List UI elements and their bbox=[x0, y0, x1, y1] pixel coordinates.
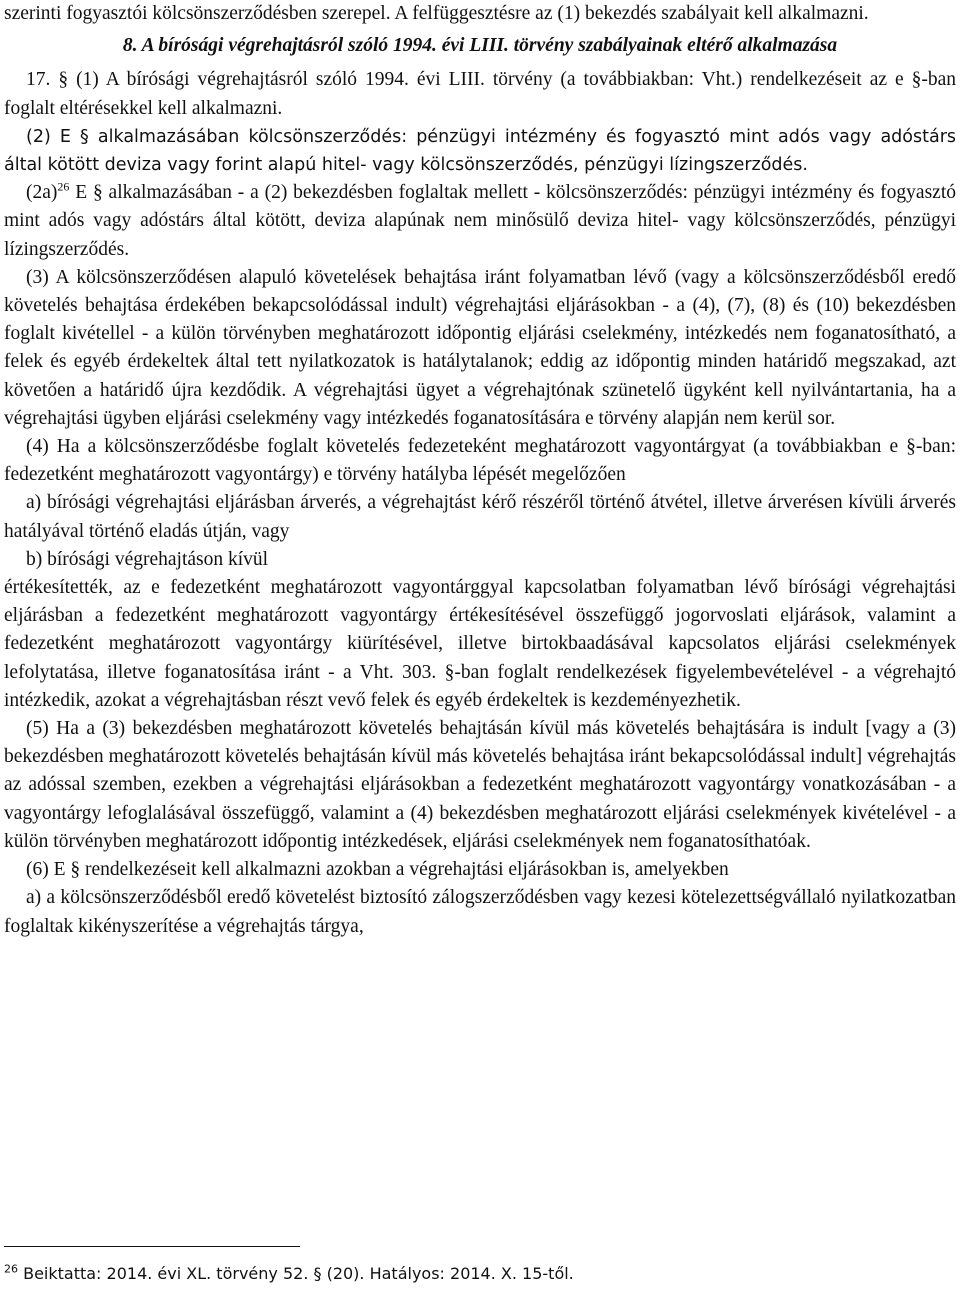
document-page bbox=[4, 0, 956, 941]
paragraph-text: E § alkalmazásában - a (2) bekezdésben foglaltak mellett - kölcsönszerződés: pénzügyi intézmény és fogyasztó mint adós vagy adóstárs által kötött, deviza alapúnak nem minősülő deviza hitel- vagy kölcsönszerződés, pénzügyi lízingszerződés. bbox=[4, 182, 956, 260]
paragraph-17-4: (4) Ha a kölcsönszerződésbe foglalt követelés fedezeteként meghatározott vagyontárgyat (a továbbiakban e §-ban: fedezetként meghatározott vagyontárgy) e törvény hatályba lépését megelőzően bbox=[4, 436, 956, 486]
paragraph-17-6: (6) E § rendelkezéseit kell alkalmazni azokban a végrehajtási eljárásokban is, amelyekben bbox=[26, 859, 729, 881]
paragraph-17-1: 17. § (1) A bírósági végrehajtásról szóló 1994. évi LIII. törvény (a továbbiakban: Vht.) rendelkezéseit az e §-ban foglalt eltérésekkel kell alkalmazni. bbox=[4, 69, 956, 119]
paragraph-17-4b: b) bírósági végrehajtáson kívül bbox=[26, 548, 269, 570]
paragraph-17-5: (5) Ha a (3) bekezdésben meghatározott követelés behajtásán kívül más követelés behajtására is indult [vagy a (3) bekezdésben meghatározott követelés behajtásán kívül más követelés behajtása iránt bekapcsolódással indult] végrehajtás az adóssal szemben, ezekben a végrehajtási eljárásokban a fedezetként meghatározott vagyontárgy vonatkozásában - a vagyontárgy lefoglalásával összefüggő, valamint a (4) bekezdésben meghatározott eljárási cselekmények kivételével - a külön törvényben meghatározott időpontig intézkedések, eljárási cselekmények nem foganatosíthatóak. bbox=[4, 718, 956, 852]
paragraph-17-3: (3) A kölcsönszerződésen alapuló követelések behajtása iránt folyamatban lévő (vagy a kölcsönszerződésből eredő követelés behajtása érdekében bekapcsolódással indult) végrehajtási eljárásokban - a (4), (7), (8) és (10) bekezdésben foglalt kivétellel - a külön törvényben meghatározott időpontig eljárási cselekmény, intézkedés nem foganatosítható, a felek és egyéb érdekeltek által tett nyilatkozatok is hatálytalanok; eddig az időpontig minden határidő megszakad, azt követően a határidő újra kezdődik. A végrehajtási ügyet a végrehajtónak szünetelő ügyként kell nyilvántartania, ha a végrehajtási ügyben eljárási cselekmény vagy intézkedés foganatosítására e törvény alapján nem kerül sor. bbox=[4, 266, 956, 429]
intro-paragraph: szerinti fogyasztói kölcsönszerződésben szerepel. A felfüggesztésre az (1) bekezdés szabályait kell alkalmazni. bbox=[4, 3, 869, 24]
footnote-number: 26 bbox=[4, 1262, 18, 1276]
paragraph-17-2a bbox=[4, 179, 956, 264]
footnote-reference: 26 bbox=[57, 179, 70, 194]
footnote bbox=[4, 1262, 944, 1286]
paragraph-17-4a: a) bírósági végrehajtási eljárásban árverés, a végrehajtást kérő részéről történő átvétel, illetve árverésen kívüli árverés hatályával történő eladás útján, vagy bbox=[4, 492, 956, 542]
paragraph-label: (2a) bbox=[26, 182, 58, 204]
paragraph-17-6a: a) a kölcsönszerződésből eredő követelést biztosító zálogszerződésben vagy kezesi kötelezettségvállaló nyilatkozatban foglaltak kikényszerítése a végrehajtás tárgya, bbox=[4, 887, 956, 937]
footnote-text: Beiktatta: 2014. évi XL. törvény 52. § (20). Hatályos: 2014. X. 15-től. bbox=[18, 1264, 574, 1283]
paragraph-17-4-continued: értékesítették, az e fedezetként meghatározott vagyontárggyal kapcsolatban folyamatban lévő bírósági végrehajtási eljárásban a fedezetként meghatározott vagyontárgy értékesítésével összefüggő jogorvoslati eljárások, valamint a fedezetként meghatározott vagyontárgy kiürítésével, illetve birtokbaadásával kapcsolatos eljárási cselekmények lefolytatása, illetve foganatosítása iránt - a Vht. 303. §-ban foglalt rendelkezések figyelembevételével - a végrehajtó intézkedik, azokat a végrehajtásban részt vevő felek és egyéb érdekeltek is kezdeményezhetik. bbox=[4, 577, 956, 711]
footnote-divider bbox=[4, 1246, 300, 1247]
section-heading: 8. A bírósági végrehajtásról szóló 1994. évi LIII. törvény szabályainak eltérő alkalmazása bbox=[122, 35, 838, 57]
paragraph-17-2: (2) E § alkalmazásában kölcsönszerződés: pénzügyi intézmény és fogyasztó mint adós vagy adóstárs által kötött deviza vagy forint alapú hitel- vagy kölcsönszerződés, pénzügyi lízingszerződés. bbox=[4, 126, 956, 176]
